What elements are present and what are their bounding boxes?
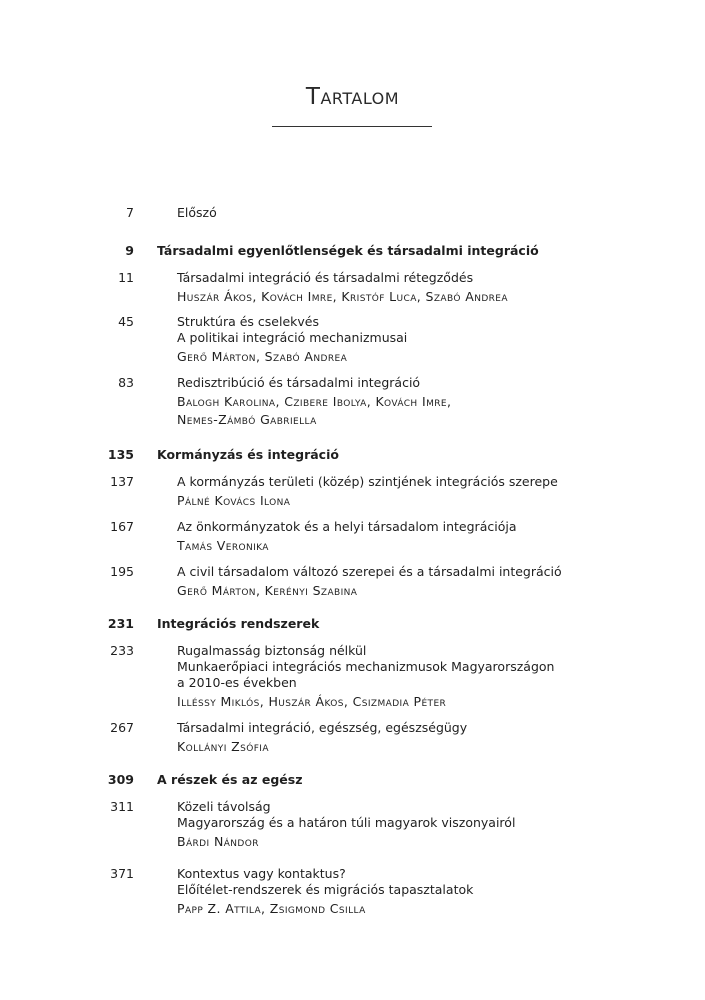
chapter-authors: Tamás Veronika xyxy=(177,538,269,553)
chapter-authors: Gerő Márton, Szabó Andrea xyxy=(177,349,348,364)
chapter-authors: Bárdi Nándor xyxy=(177,834,259,849)
chapter-title: A civil társadalom változó szerepei és a társadalmi integráció xyxy=(177,564,562,579)
page-number: 311 xyxy=(110,799,134,814)
page-number: 7 xyxy=(126,205,134,220)
chapter-title: Kontextus vagy kontaktus? xyxy=(177,866,346,881)
chapter-authors: Pálné Kovács Ilona xyxy=(177,493,291,508)
chapter-title: A kormányzás területi (közép) szintjének integrációs szerepe xyxy=(177,474,558,489)
section-title: Integrációs rendszerek xyxy=(157,616,320,631)
page-number: 195 xyxy=(110,564,134,579)
page-title: Tartalom xyxy=(305,84,400,110)
section-page-number: 9 xyxy=(125,243,134,258)
chapter-authors: Balogh Karolina, Czibere Ibolya, Kovách Imre, xyxy=(177,394,452,409)
entry-title: Előszó xyxy=(177,205,217,220)
page-number: 137 xyxy=(110,474,134,489)
chapter-authors: Gerő Márton, Kerényi Szabina xyxy=(177,583,358,598)
title-underline xyxy=(272,126,432,127)
section-page-number: 231 xyxy=(107,616,134,631)
page-number: 267 xyxy=(110,720,134,735)
page-number: 83 xyxy=(118,375,134,390)
page-number: 11 xyxy=(118,270,134,285)
section-title: Kormányzás és integráció xyxy=(157,447,339,462)
chapter-authors: Nemes-Zámbó Gabriella xyxy=(177,412,317,427)
chapter-title: Közeli távolság xyxy=(177,799,271,814)
chapter-subtitle: Magyarország és a határon túli magyarok viszonyairól xyxy=(177,815,516,830)
page-number: 371 xyxy=(110,866,134,881)
chapter-title: Társadalmi integráció és társadalmi rétegződés xyxy=(177,270,474,285)
chapter-subtitle: Munkaerőpiaci integrációs mechanizmusok Magyarországon xyxy=(177,659,555,674)
chapter-title: Társadalmi integráció, egészség, egészségügy xyxy=(177,720,468,735)
section-title: A részek és az egész xyxy=(157,772,303,787)
chapter-authors: Papp Z. Attila, Zsigmond Csilla xyxy=(177,901,366,916)
chapter-subtitle: A politikai integráció mechanizmusai xyxy=(177,330,408,345)
chapter-title: Struktúra és cselekvés xyxy=(177,314,319,329)
page-number: 167 xyxy=(110,519,134,534)
chapter-authors: Kollányi Zsófia xyxy=(177,739,269,754)
chapter-subtitle: a 2010-es években xyxy=(177,675,297,690)
section-page-number: 135 xyxy=(107,447,134,462)
chapter-title: Az önkormányzatok és a helyi társadalom integrációja xyxy=(177,519,517,534)
page-number: 45 xyxy=(118,314,134,329)
chapter-title: Redisztribúció és társadalmi integráció xyxy=(177,375,421,390)
chapter-subtitle: Előítélet-rendszerek és migrációs tapasztalatok xyxy=(177,882,474,897)
page-number: 233 xyxy=(110,643,134,658)
chapter-title: Rugalmasság biztonság nélkül xyxy=(177,643,367,658)
section-page-number: 309 xyxy=(107,772,134,787)
chapter-authors: Huszár Ákos, Kovách Imre, Kristóf Luca, Szabó Andrea xyxy=(177,289,508,304)
chapter-authors: Illéssy Miklós, Huszár Ákos, Csizmadia Péter xyxy=(177,694,447,709)
section-title: Társadalmi egyenlőtlenségek és társadalmi integráció xyxy=(157,243,539,258)
